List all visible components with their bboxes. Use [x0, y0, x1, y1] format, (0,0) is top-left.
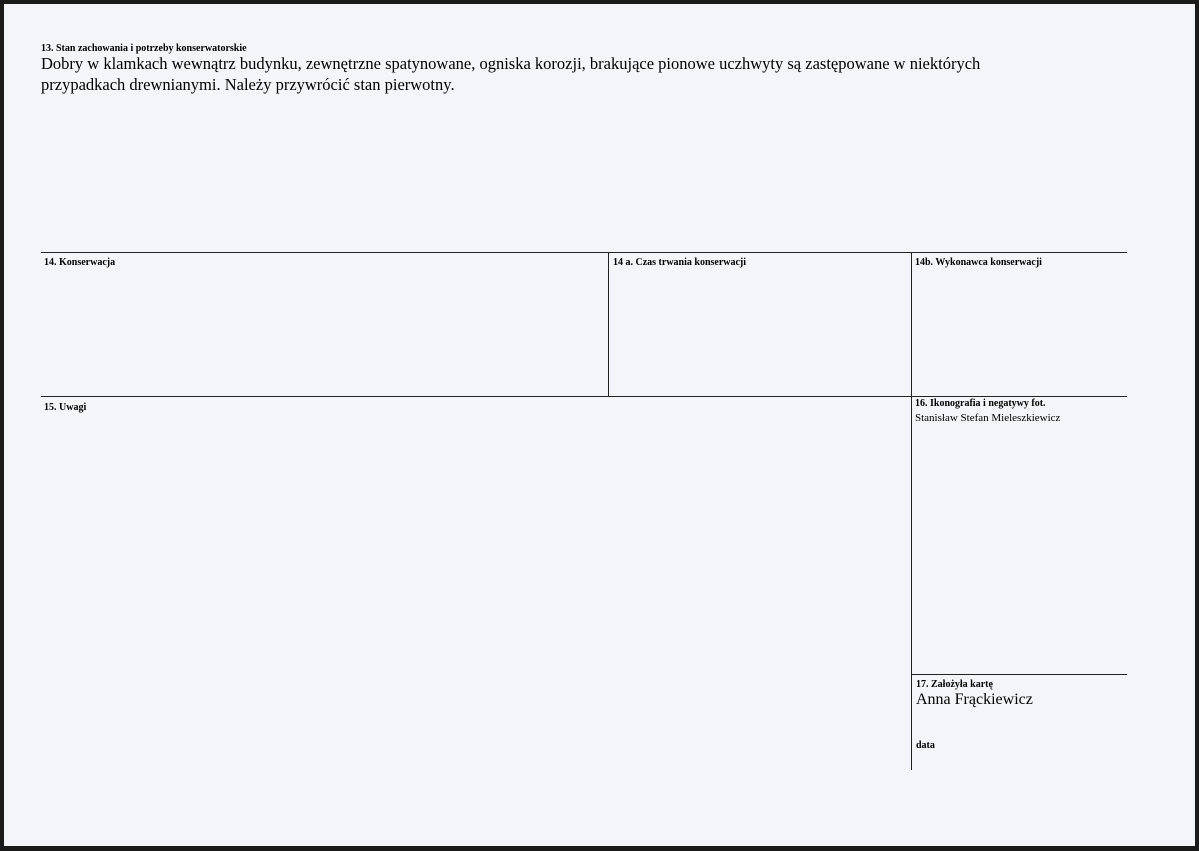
- section-13-label: 13. Stan zachowania i potrzeby konserwatorskie: [41, 43, 247, 54]
- divider-14a-14b: [911, 252, 912, 770]
- rule-top: [41, 252, 1127, 253]
- section-14b-label: 14b. Wykonawca konserwacji: [915, 257, 1042, 268]
- section-14-label: 14. Konserwacja: [44, 257, 116, 268]
- rule-section-17: [911, 674, 1127, 675]
- section-17-label: 17. Założyła kartę: [916, 679, 993, 690]
- section-14a-label: 14 a. Czas trwania konserwacji: [613, 257, 747, 268]
- record-card-page: [4, 4, 1195, 846]
- divider-14-14a: [608, 252, 609, 396]
- section-13-text-line-1: Dobry w klamkach wewnątrz budynku, zewnętrzne spatynowane, ogniska korozji, brakujące pionowe uczhwyty są zastępowane w niektórych: [41, 54, 981, 73]
- section-17-value: Anna Frąckiewicz: [916, 691, 1033, 708]
- section-16-label: 16. Ikonografia i negatywy fot.: [915, 398, 1046, 409]
- section-13-text-line-2: przypadkach drewnianymi. Należy przywrócić stan pierwotny.: [41, 75, 455, 94]
- section-15-label: 15. Uwagi: [44, 402, 87, 413]
- section-17-date-label: data: [916, 740, 935, 751]
- rule-middle: [41, 396, 1127, 397]
- section-16-value: Stanisław Stefan Mieleszkiewicz: [915, 412, 1061, 424]
